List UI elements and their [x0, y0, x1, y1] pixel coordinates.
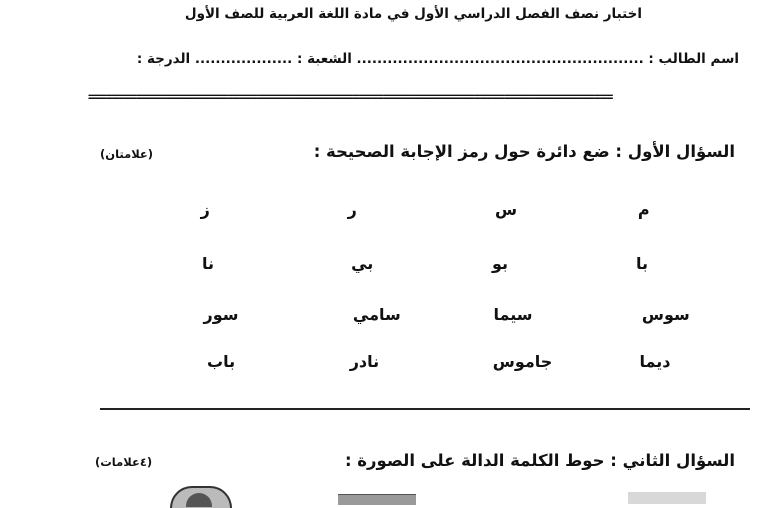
choice-item[interactable]: سيما: [493, 305, 533, 324]
separator-line: =======================================================================================: [88, 90, 613, 104]
choice-item[interactable]: ز: [200, 200, 210, 219]
choice-item[interactable]: باب: [207, 352, 236, 371]
choice-item[interactable]: بو: [492, 254, 509, 273]
question2-marks: (٤علامات): [95, 455, 153, 469]
question1-marks: (علامتان): [100, 147, 154, 161]
question2-title: السؤال الثاني : حوط الكلمة الدالة على الصورة :: [344, 451, 735, 470]
flower-icon: [170, 486, 232, 508]
choice-item[interactable]: م: [637, 200, 650, 219]
question1-title: السؤال الأول : ضع دائرة حول رمز الإجابة الصحيحة :: [313, 142, 735, 161]
choice-item[interactable]: ديما: [639, 352, 671, 371]
choice-item[interactable]: بي: [351, 254, 374, 273]
exam-title: اختبار نصف الفصل الدراسي الأول في مادة اللغة العربية للصف الأول: [184, 6, 642, 22]
section-divider: [100, 408, 750, 410]
choice-item[interactable]: سوس: [641, 305, 690, 324]
student-info-line: اسم الطالب : ........................................................ الشعبة : ................... الدرجة :: [136, 51, 739, 67]
choice-item[interactable]: ر: [347, 200, 357, 219]
choice-item[interactable]: س: [495, 200, 518, 219]
choice-item[interactable]: سور: [203, 305, 239, 324]
choice-item[interactable]: جاموس: [492, 352, 553, 371]
choice-item[interactable]: نا: [202, 254, 215, 273]
flower-center: [186, 493, 212, 507]
choice-item[interactable]: سامي: [352, 305, 401, 324]
box-icon: [628, 492, 706, 504]
choice-item[interactable]: نادر: [349, 352, 380, 371]
choice-item[interactable]: با: [636, 254, 649, 273]
